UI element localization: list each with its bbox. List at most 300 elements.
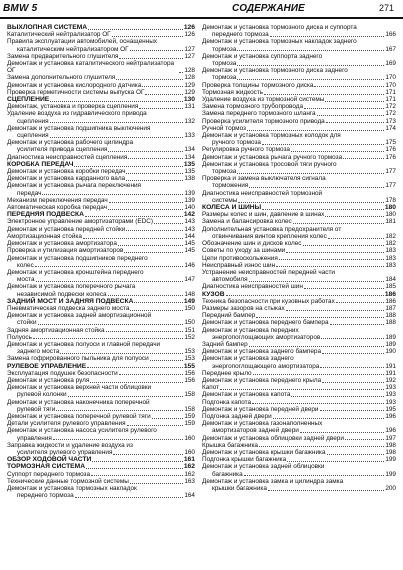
dot-leader <box>320 410 385 411</box>
toc-page-number: 164 <box>184 492 195 500</box>
toc-entry <box>7 269 195 276</box>
toc-entry-title: Регулировка ручного тормоза <box>202 146 290 154</box>
toc-entry <box>7 125 195 132</box>
toc-entry-title: Подгонка задней двери <box>202 412 272 420</box>
toc-page-number: 176 <box>385 153 396 161</box>
dot-leader <box>127 425 184 426</box>
dot-leader <box>108 295 184 296</box>
dot-leader <box>83 238 183 239</box>
toc-entry <box>202 255 396 262</box>
dot-leader <box>244 475 385 476</box>
toc-page-number: 162 <box>184 470 195 478</box>
toc-entry <box>7 442 195 449</box>
dot-leader <box>291 151 384 152</box>
toc-entry-title: Демонтаж и установка подшипников переднего <box>7 254 148 262</box>
toc-entry-title: Демонтаж и установка наконечника поперечной <box>7 398 150 406</box>
dot-leader <box>87 367 183 368</box>
toc-page-number: 193 <box>385 391 396 399</box>
toc-entry <box>202 38 396 45</box>
dot-leader <box>226 295 384 296</box>
dot-leader <box>119 58 183 59</box>
toc-entry <box>202 391 396 398</box>
toc-entry-title: Демонтаж и установка передних <box>202 326 299 334</box>
toc-entry-title: Замена тормозного трубопровода <box>202 103 304 111</box>
dot-leader <box>279 259 385 260</box>
toc-page-number: 186 <box>385 297 396 305</box>
toc-entry-title: Полуось <box>7 333 32 341</box>
dot-leader <box>90 382 183 383</box>
toc-page-number: 153 <box>184 355 195 363</box>
toc-page-number: 134 <box>184 153 195 161</box>
toc-entry-title: Эксплуатация подушек безопасности <box>7 369 118 377</box>
dot-leader <box>321 338 384 339</box>
toc-page-number: 171 <box>385 88 396 96</box>
toc-entry <box>7 233 195 240</box>
dot-leader <box>36 281 184 282</box>
dot-leader <box>86 468 183 469</box>
dot-leader <box>322 353 384 354</box>
toc-entry-title: Капот <box>202 384 220 392</box>
toc-entry-title: Демонтаж и установка кронштейна переднего <box>7 268 144 276</box>
dot-leader <box>75 497 184 498</box>
toc-entry-title: тормоза <box>212 45 237 53</box>
toc-entry <box>7 118 195 125</box>
dot-leader <box>325 216 384 217</box>
toc-entry <box>202 233 396 240</box>
toc-entry-title: Проверка усилителя тормозного привода <box>202 117 325 125</box>
toc-section-heading <box>7 456 195 463</box>
toc-entry-title: энергопоглощающего амортизатора <box>212 362 320 370</box>
toc-entry-title: Демонтаж и установка передней двери <box>202 405 319 413</box>
dot-leader <box>38 324 184 325</box>
toc-entry-title: заднего моста <box>17 348 60 356</box>
dot-leader <box>53 439 183 440</box>
dot-leader <box>92 461 182 462</box>
toc-page-number: 145 <box>184 240 195 248</box>
toc-entry-title: Демонтаж и установка переднего крыла <box>202 376 322 384</box>
toc-entry-title: торможения <box>212 182 249 190</box>
toc-entry <box>202 406 396 413</box>
dot-leader <box>237 50 384 51</box>
dot-leader <box>264 94 384 95</box>
toc-page-number: 195 <box>385 405 396 413</box>
toc-entry <box>202 110 396 117</box>
toc-page-number: 147 <box>184 276 195 284</box>
toc-page-number: 191 <box>385 369 396 377</box>
dot-leader <box>134 302 182 303</box>
toc-entry-title: тормоза <box>212 74 237 82</box>
toc-section-heading <box>202 204 396 211</box>
toc-entry <box>202 298 396 305</box>
toc-entry-title: Электронное управление амортизаторами (EDC) <box>7 218 153 226</box>
toc-page-number: 146 <box>184 261 195 269</box>
toc-entry-title: Задняя амортизационная стойка <box>7 326 105 334</box>
toc-entry-title: переднего тормоза <box>212 31 269 39</box>
header-rule <box>0 17 403 19</box>
toc-page-number: 161 <box>183 456 195 464</box>
toc-entry-title: Замена переднего тормозного шланга <box>202 110 316 118</box>
toc-entry <box>7 478 195 485</box>
toc-entry <box>7 190 195 197</box>
toc-entry-title: энергопоглощающих амортизаторов <box>212 333 321 341</box>
dot-leader <box>247 130 384 131</box>
dot-leader <box>154 223 183 224</box>
toc-entry-title: Демонтаж и установка задней облицовки <box>202 463 325 471</box>
toc-entry <box>7 38 195 45</box>
dot-leader <box>268 490 384 491</box>
toc-section-heading <box>7 298 195 305</box>
toc-page-number: 159 <box>184 412 195 420</box>
toc-entry-title: тормоза <box>212 168 237 176</box>
toc-entry-title: Размеры зазоров на стыках <box>202 304 285 312</box>
toc-entry-title: Пневматическая подвеска заднего моста <box>7 304 130 312</box>
toc-entry-title: Крышка багажника <box>202 441 258 449</box>
toc-entry-title: моста <box>17 276 35 284</box>
toc-page-number: 148 <box>184 290 195 298</box>
toc-page-number: 169 <box>385 60 396 68</box>
toc-page-number: 177 <box>385 168 396 176</box>
toc-entry <box>202 319 396 326</box>
dot-leader <box>91 475 183 476</box>
toc-entry-title: усилителя рулевого управления <box>17 448 113 456</box>
toc-entry-title: Устранение неисправностей передней части <box>202 268 335 276</box>
toc-entry-title: системы <box>212 196 238 204</box>
toc-entry <box>7 413 195 420</box>
toc-entry <box>7 182 195 189</box>
toc-entry <box>7 492 195 499</box>
toc-page-number: 178 <box>385 196 396 204</box>
toc-entry-title: Диагностика неисправностей сцепления <box>7 153 128 161</box>
toc-entry-title: отвинчивания винтов крепления колес <box>212 232 327 240</box>
dot-leader <box>33 338 183 339</box>
toc-entry-title: СЦЕПЛЕНИЕ <box>7 96 50 104</box>
toc-entry-title: автомобиля <box>212 276 248 284</box>
toc-page-number: 181 <box>385 218 396 226</box>
toc-page-number: 172 <box>385 103 396 111</box>
toc-entry <box>7 247 195 254</box>
toc-entry <box>7 471 195 478</box>
dot-leader <box>270 36 385 37</box>
dot-leader <box>253 374 385 375</box>
dot-leader <box>130 483 183 484</box>
dot-leader <box>152 418 184 419</box>
toc-entry-title: Демонтаж и установка рычага переключения <box>7 182 142 190</box>
toc-page-number: 135 <box>183 160 195 168</box>
toc-page-number: 200 <box>385 485 396 492</box>
toc-entry <box>7 334 195 341</box>
toc-entry <box>202 485 396 492</box>
toc-entry-title: Обозначение шин и дисков колес <box>202 240 302 248</box>
toc-page-number: 150 <box>184 319 195 327</box>
toc-entry <box>7 427 195 434</box>
toc-page-number: 175 <box>385 139 396 147</box>
toc-entry <box>7 218 195 225</box>
dot-leader <box>286 310 385 311</box>
toc-page-number: 139 <box>184 189 195 197</box>
toc-page-number: 186 <box>384 290 396 298</box>
toc-entry <box>7 327 195 334</box>
toc-entry-title: амортизаторов задней двери <box>212 427 299 435</box>
dot-leader <box>249 187 384 188</box>
toc-entry-title: Демонтаж и установка верхней части облицовки <box>7 384 152 392</box>
toc-page-number: 180 <box>384 204 396 212</box>
toc-section-heading <box>7 211 195 218</box>
toc-page-number: 132 <box>184 117 195 125</box>
toc-entry-title: Замена предварительного глушителя <box>7 52 119 60</box>
toc-entry-title: Демонтаж и установка тормозных накладок <box>7 485 137 492</box>
dot-leader <box>150 360 184 361</box>
toc-entry <box>202 197 396 204</box>
toc-entry <box>202 175 396 182</box>
toc-entry-title: Демонтаж и установка тормозных накладок заднего <box>202 38 357 46</box>
dot-leader <box>88 29 183 30</box>
toc-entry <box>7 255 195 262</box>
dot-leader <box>106 331 184 332</box>
toc-entry <box>202 67 396 74</box>
toc-entry <box>202 139 396 146</box>
toc-entry-title: Размеры колес и шин, давление в шинах <box>202 211 325 219</box>
dot-leader <box>126 230 183 231</box>
toc-entry-title: РУЛЕВОЕ УПРАВЛЕНИЕ <box>7 362 87 370</box>
toc-entry-title: крышки багажника <box>212 485 267 492</box>
toc-entry-title: Демонтаж и установка насоса усилителя рулевого <box>7 427 157 435</box>
dot-leader <box>108 209 183 210</box>
toc-page-number: 140 <box>184 204 195 212</box>
toc-page-number: 155 <box>183 362 195 370</box>
toc-entry <box>7 204 195 211</box>
toc-entry <box>7 370 195 377</box>
toc-page-number: 192 <box>385 376 396 384</box>
toc-page-number: 193 <box>385 398 396 406</box>
toc-entry-title: рулевой тяги <box>17 405 56 413</box>
dot-leader <box>74 166 182 167</box>
toc-entry-title: переднего тормоза <box>17 492 74 500</box>
toc-page-number: 162 <box>183 463 195 471</box>
toc-page-number: 144 <box>184 232 195 240</box>
toc-entry-title: Дополнительная установка предохранителя от <box>202 225 342 233</box>
toc-entry-title: Демонтаж и установка тормозного диска заднего <box>202 67 348 75</box>
toc-entry <box>202 384 396 391</box>
toc-entry-title: Демонтаж и установка газонаполненных <box>202 420 323 428</box>
toc-page-number: 172 <box>385 110 396 118</box>
toc-page-number: 191 <box>385 362 396 370</box>
toc-entry-title: Неисправный износ шин <box>202 261 276 269</box>
toc-entry <box>7 139 195 146</box>
dot-leader <box>142 86 183 87</box>
toc-entry <box>7 391 195 398</box>
dot-leader <box>325 101 384 102</box>
toc-entry <box>202 283 396 290</box>
toc-entry <box>202 218 396 225</box>
dot-leader <box>293 223 385 224</box>
running-title: BMW 5 <box>3 3 38 14</box>
toc-entry <box>202 168 396 175</box>
toc-entry-title: стойки <box>17 319 37 327</box>
toc-entry-title: Демонтаж и установка коробки передач <box>7 168 126 176</box>
toc-entry <box>7 74 195 81</box>
toc-entry-title: Советы по уходу за шинами <box>202 247 286 255</box>
dot-leader <box>304 288 384 289</box>
toc-page-number: 151 <box>184 326 195 334</box>
toc-entry-title: Удаление воздуха из гидравлического привода <box>7 110 147 118</box>
toc-page-number: 187 <box>385 304 396 312</box>
toc-entry-title: Проверка герметичности системы выпуска ОГ <box>7 88 145 96</box>
dot-leader <box>108 151 183 152</box>
toc-page-number: 142 <box>183 211 195 219</box>
dot-leader <box>252 403 384 404</box>
toc-page-number: 143 <box>184 218 195 226</box>
toc-page-number: 184 <box>385 276 396 284</box>
dot-leader <box>119 374 184 375</box>
toc-entry-title: Демонтаж и установка тормозного диска и суппорта <box>202 24 357 31</box>
toc-entry-title: багажника <box>212 470 243 478</box>
toc-entry <box>202 463 396 470</box>
toc-entry <box>202 53 396 60</box>
toc-entry <box>202 435 396 442</box>
toc-entry-title: Демонтаж и установка суппорта заднего <box>202 52 323 60</box>
dot-leader <box>35 266 184 267</box>
toc-page-number: 163 <box>184 477 195 485</box>
toc-page-number: 153 <box>184 348 195 356</box>
toc-entry-title: Заправка жидкости и удаление воздуха из <box>7 441 133 449</box>
toc-entry-title: Демонтаж и установка заднего бампера <box>202 348 322 356</box>
toc-entry <box>202 60 396 67</box>
toc-page-number: 139 <box>184 196 195 204</box>
toc-entry <box>7 341 195 348</box>
toc-page-number: 135 <box>184 168 195 176</box>
toc-page-number: 170 <box>385 74 396 82</box>
toc-entry-title: КУЗОВ <box>202 290 225 298</box>
dot-leader <box>126 180 183 181</box>
toc-page-number: 198 <box>385 441 396 449</box>
dot-leader <box>237 65 384 66</box>
toc-entry-title: Каталитический нейтрализатор ОГ <box>7 31 111 39</box>
toc-entry <box>202 377 396 384</box>
toc-page-number: 130 <box>183 96 195 104</box>
dot-leader <box>50 101 183 102</box>
toc-page-number: 188 <box>385 319 396 327</box>
toc-entry-title: Демонтаж и установка капота <box>202 391 291 399</box>
toc-entry-title: Демонтаж и установка руля <box>7 376 90 384</box>
dot-leader <box>179 72 183 73</box>
dot-leader <box>60 353 183 354</box>
toc-entry <box>202 327 396 334</box>
toc-page-number: 197 <box>385 434 396 442</box>
toc-page-number: 170 <box>385 81 396 89</box>
toc-entry-title: Техника безопасности при кузовных работах <box>202 297 335 305</box>
toc-entry <box>7 146 195 153</box>
toc-entry-title: Передний бампер <box>202 312 256 320</box>
toc-entry <box>7 46 195 53</box>
toc-entry-title: Демонтаж и установка подшипника выключения <box>7 124 151 132</box>
toc-page-number: 158 <box>184 391 195 399</box>
toc-entry <box>202 161 396 168</box>
dot-leader <box>262 209 384 210</box>
dot-leader <box>262 144 384 145</box>
toc-page-number: 129 <box>184 88 195 96</box>
dot-leader <box>124 252 183 253</box>
toc-page-number: 128 <box>184 67 195 75</box>
dot-leader <box>130 310 183 311</box>
toc-page-number: 126 <box>184 31 195 39</box>
toc-entry <box>202 182 396 189</box>
dot-leader <box>126 173 183 174</box>
dot-leader <box>109 202 184 203</box>
toc-entry-title: усилителя привода сцепления <box>17 146 108 154</box>
toc-column-right <box>202 24 396 492</box>
toc-entry-title: ОБЗОР ХОДОВОЙ ЧАСТИ <box>7 456 92 464</box>
toc-page-number: 160 <box>184 448 195 456</box>
toc-entry-title: Цепи противоскольжения <box>202 254 278 262</box>
toc-entry <box>202 413 396 420</box>
toc-entry <box>7 168 195 175</box>
dot-leader <box>300 432 385 433</box>
toc-entry-title: Переднее крыло <box>202 369 252 377</box>
toc-page-number: 158 <box>184 405 195 413</box>
toc-entry-title: Демонтаж, установка и проверка сцепления <box>7 103 139 111</box>
toc-entry <box>202 442 396 449</box>
toc-entry-title: Демонтаж и установка рабочего цилиндра <box>7 139 134 147</box>
toc-entry-title: Детали усилителя рулевого управления <box>7 420 126 428</box>
toc-page-number: 177 <box>385 182 396 190</box>
toc-entry-title: Проверка и замена выключателя сигнала <box>202 175 326 183</box>
toc-page-number: 183 <box>385 261 396 269</box>
toc-entry-title: Замена гофрированного пыльника для полуоси <box>7 355 149 363</box>
toc-page-number: 199 <box>385 456 396 464</box>
toc-entry-title: Демонтаж и установка тормозных колодок для <box>202 132 341 140</box>
dot-leader <box>328 238 385 239</box>
toc-entry <box>7 82 195 89</box>
toc-page-number: 193 <box>385 384 396 392</box>
toc-entry <box>202 348 396 355</box>
toc-entry <box>202 478 396 485</box>
toc-page-number: 182 <box>385 232 396 240</box>
toc-entry <box>7 226 195 233</box>
dot-leader <box>291 396 384 397</box>
toc-entry-title: КОЛЕСА И ШИНЫ <box>202 204 262 212</box>
toc-page-number: 189 <box>385 340 396 348</box>
toc-entry-title: ЗАДНИЙ МОСТ И ЗАДНЯЯ ПОДВЕСКА <box>7 297 134 305</box>
toc-page-number: 171 <box>385 96 396 104</box>
dot-leader <box>42 194 183 195</box>
dot-leader <box>259 446 384 447</box>
toc-entry-title: сцепления <box>17 117 49 125</box>
dot-leader <box>130 50 184 51</box>
dot-leader <box>304 108 384 109</box>
toc-entry <box>7 154 195 161</box>
toc-entry <box>202 154 396 161</box>
toc-page-number: 188 <box>385 312 396 320</box>
toc-page-number: 176 <box>385 146 396 154</box>
toc-page-number: 198 <box>385 448 396 456</box>
toc-entry-title: Демонтаж и установка кислородного датчика <box>7 81 142 89</box>
toc-entry-title: Проверка и утилизация амортизаторов <box>7 247 124 255</box>
toc-entry-title: Демонтаж и установка карданного вала <box>7 175 126 183</box>
dot-leader <box>112 36 184 37</box>
toc-entry-title: Демонтаж и установка передней стойки <box>7 225 126 233</box>
dot-leader <box>85 216 183 217</box>
toc-entry <box>202 125 396 132</box>
toc-entry <box>202 31 396 38</box>
toc-page-number: 199 <box>385 470 396 478</box>
toc-entry <box>202 146 396 153</box>
toc-entry <box>7 262 195 269</box>
toc-page-number: 145 <box>184 247 195 255</box>
toc-entry-title: Замена и балансировка колес <box>202 218 292 226</box>
toc-entry <box>7 110 195 117</box>
dot-leader <box>326 122 385 123</box>
dot-leader <box>249 346 385 347</box>
